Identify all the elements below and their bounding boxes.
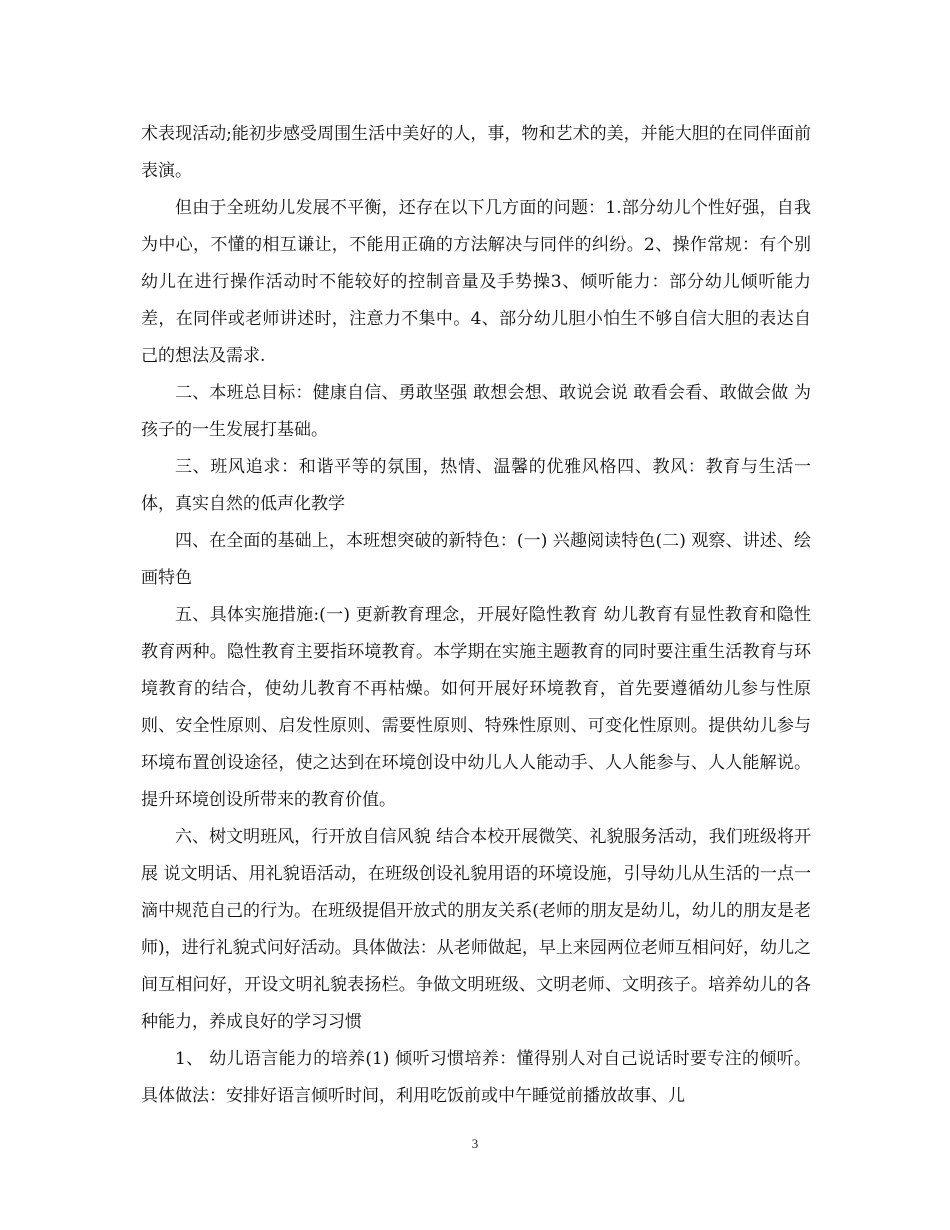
- paragraph-new-features: 四、在全面的基础上，本班想突破的新特色：(一) 兴趣阅读特色(二) 观察、讲述、绘画特色: [141, 531, 811, 588]
- paragraph-continuation: 术表现活动;能初步感受周围生活中美好的人，事，物和艺术的美，并能大胆的在同伴面前表演。: [141, 124, 811, 181]
- paragraph-problems: 但由于全班幼儿发展不平衡，还存在以下几方面的问题：1.部分幼儿个性好强，自我为中心，不懂的相互谦让，不能用正确的方法解决与同伴的纠纷。2、操作常规：有个别幼儿在进行操作活动时不能较好的控制音量及手势操3、倾听能力：部分幼儿倾听能力差，在同伴或老师讲述时，注意力不集中。4、部分幼儿胆小怕生不够自信大胆的表达自己的想法及需求.: [141, 198, 811, 366]
- paragraph-civilized-class: 六、树文明班风，行开放自信风貌 结合本校开展微笑、礼貌服务活动，我们班级将开展 说文明话、用礼貌语活动，在班级创设礼貌用语的环境设施，引导幼儿从生活的一点一滴中规范自己的行为。在班级提倡开放式的朋友关系(老师的朋友是幼儿，幼儿的朋友是老师)，进行礼貌式问好活动。具体做法：从老师做起，早上来园两位老师互相问好，幼儿之间互相问好，开设文明礼貌表扬栏。争做文明班级、文明老师、文明孩子。培养幼儿的各种能力，养成良好的学习习惯: [141, 827, 811, 1032]
- paragraph-language-ability: 1、 幼儿语言能力的培养(1) 倾听习惯培养：懂得别人对自己说话时要专注的倾听。具体做法：安排好语言倾听时间，利用吃饭前或中午睡觉前播放故事、儿: [141, 1049, 811, 1106]
- document-body: [141, 116, 811, 1115]
- paragraph-implementation: 五、具体实施措施:(一) 更新教育理念，开展好隐性教育 幼儿教育有显性教育和隐性教育两种。隐性教育主要指环境教育。本学期在实施主题教育的同时要注重生活教育与环境教育的结合，使幼儿教育不再枯燥。如何开展好环境教育，首先要遵循幼儿参与性原则、安全性原则、启发性原则、需要性原则、特殊性原则、可变化性原则。提供幼儿参与环境布置创设途径，使之达到在环境创设中幼儿人人能动手、人人能参与、人人能解说。提升环境创设所带来的教育价值。: [141, 605, 811, 810]
- paragraph-class-goal: 二、本班总目标：健康自信、勇敢坚强 敢想会想、敢说会说 敢看会看、敢做会做 为孩子的一生发展打基础。: [141, 383, 811, 440]
- page-number: 3: [471, 1136, 479, 1151]
- paragraph-class-style: 三、班风追求：和谐平等的氛围，热情、温馨的优雅风格四、教风：教育与生活一体，真实自然的低声化教学: [141, 457, 811, 514]
